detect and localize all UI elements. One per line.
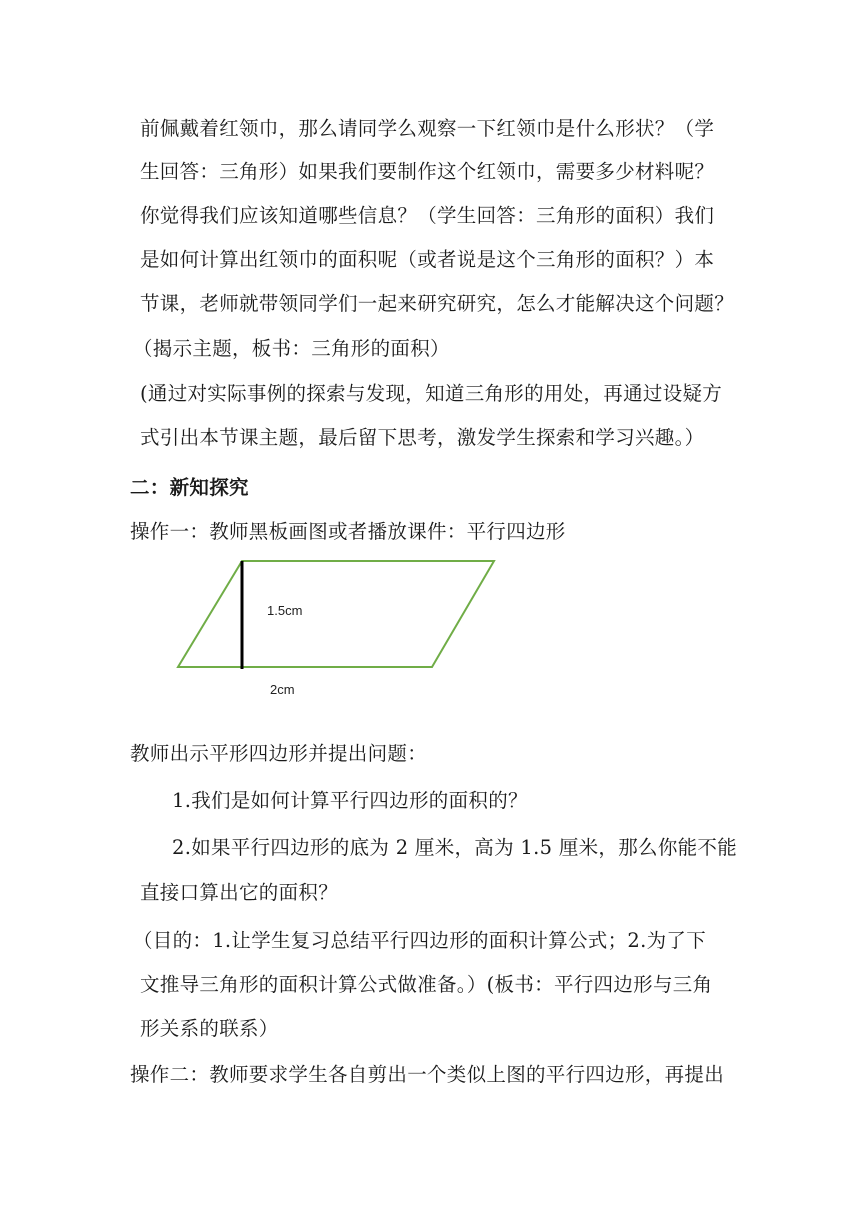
base-label: 2cm — [270, 682, 295, 697]
question-2-line-1: 2.如果平行四边形的底为 2 厘米，高为 1.5 厘米，那么你能不能 — [172, 836, 738, 859]
purpose-line-1: （目的：1.让学生复习总结平行四边形的面积计算公式；2.为了下 — [133, 929, 707, 952]
question-2-line-2: 直接口算出它的面积？ — [140, 881, 339, 904]
operation-1-title: 操作一：教师黑板画图或者播放课件：平行四边形 — [130, 520, 566, 543]
purpose-line-2: 文推导三角形的面积计算公式做准备。）(板书：平行四边形与三角 — [140, 973, 713, 996]
intro-note-line-2: 式引出本节课主题，最后留下思考，激发学生探索和学习兴趣。） — [140, 426, 705, 449]
intro-line-1: 前佩戴着红领巾，那么请同学么观察一下红领巾是什么形状？（学 — [140, 117, 715, 140]
section-heading: 二：新知探究 — [130, 476, 249, 499]
intro-line-2: 生回答：三角形）如果我们要制作这个红领巾，需要多少材料呢？ — [140, 160, 715, 183]
questions-intro: 教师出示平形四边形并提出问题： — [130, 742, 428, 765]
operation-2-line-1: 操作二：教师要求学生各自剪出一个类似上图的平行四边形，再提出 — [130, 1063, 725, 1086]
intro-line-5: 节课，老师就带领同学们一起来研究研究，怎么才能解决这个问题？ — [140, 292, 735, 315]
intro-note-line-1: (通过对实际事例的探索与发现，知道三角形的用处，再通过设疑方 — [140, 382, 723, 405]
parallelogram-figure — [150, 550, 510, 710]
intro-line-3: 你觉得我们应该知道哪些信息？（学生回答：三角形的面积）我们 — [140, 204, 715, 227]
intro-line-4: 是如何计算出红领巾的面积呢（或者说是这个三角形的面积？）本 — [140, 248, 715, 271]
intro-line-6: （揭示主题，板书：三角形的面积） — [133, 337, 450, 360]
height-label: 1.5cm — [267, 603, 303, 618]
purpose-line-3: 形关系的联系） — [140, 1017, 279, 1040]
parallelogram-shape — [178, 561, 494, 667]
question-1: 1.我们是如何计算平行四边形的面积的？ — [172, 789, 528, 812]
